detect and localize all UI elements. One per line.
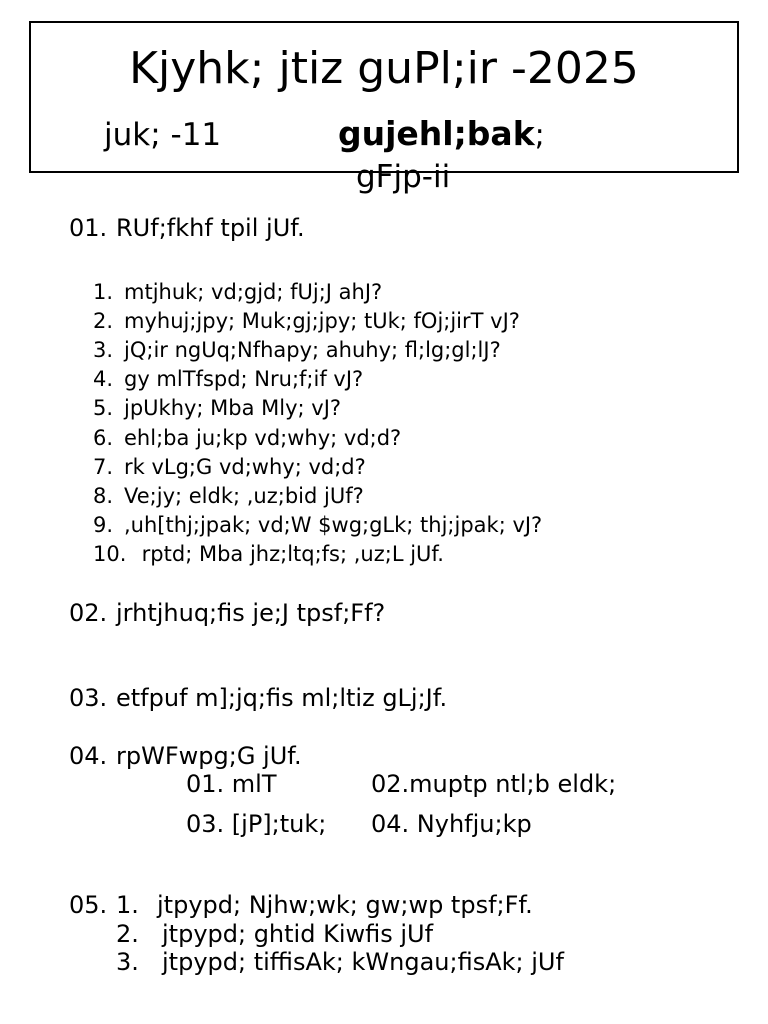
question-1 — [69, 213, 305, 243]
option-2: 02.muptp ntl;b eldk; — [371, 770, 617, 798]
item-text: ,uh[thj;jpak; vd;W $wg;gLk; thj;jpak; vJ? — [124, 513, 543, 537]
item-number: 1. — [116, 891, 139, 919]
question-number: 05. — [69, 891, 108, 919]
item-text: ehl;ba ju;kp vd;why; vd;d? — [124, 426, 402, 450]
item-number: 3. — [116, 948, 139, 976]
item-number: 5. — [93, 396, 114, 420]
item-number: 8. — [93, 484, 114, 508]
list-item — [93, 366, 363, 392]
question-number: 01. — [69, 214, 108, 242]
list-item — [116, 919, 433, 949]
list-item — [93, 279, 382, 305]
list-item — [93, 512, 542, 538]
item-number: 4. — [93, 367, 114, 391]
question-text: RUf;fkhf tpil jUf. — [116, 214, 305, 242]
item-text: mtjhuk; vd;gjd; fUj;J ahJ? — [124, 280, 383, 304]
option-3: 03. [jP];tuk; — [186, 810, 327, 838]
question-number: 04. — [69, 742, 108, 770]
item-text: rptd; Mba jhz;ltq;fs; ,uz;L jUf. — [135, 542, 444, 566]
list-item — [93, 454, 366, 480]
subject-name: gujehl;bak — [338, 114, 535, 153]
option-4: 04. Nyhfju;kp — [371, 810, 532, 838]
item-number: 3. — [93, 338, 114, 362]
question-5 — [69, 890, 533, 920]
term-label: gFjp-ii — [356, 159, 451, 195]
list-item — [93, 483, 364, 509]
item-number: 2. — [93, 309, 114, 333]
exam-title: Kjyhk; jtiz guPl;ir -2025 — [129, 43, 639, 94]
question-text: jrhtjhuq;fis je;J tpsf;Ff? — [116, 599, 386, 627]
item-number: 7. — [93, 455, 114, 479]
item-number: 9. — [93, 513, 114, 537]
question-2 — [69, 598, 385, 628]
subject-separator: ; — [534, 118, 545, 153]
grade-label: juk; -11 — [104, 117, 222, 153]
item-text: gy mlTfspd; Nru;f;if vJ? — [124, 367, 364, 391]
subject-label — [338, 114, 545, 156]
item-text: jtpypd; ghtid Kiwfis jUf — [162, 920, 434, 948]
item-text: jtpypd; tiffisAk; kWngau;fisAk; jUf — [162, 948, 564, 976]
question-4 — [69, 741, 302, 771]
item-text: jpUkhy; Mba Mly; vJ? — [124, 396, 342, 420]
list-item — [93, 425, 401, 451]
item-number: 1. — [93, 280, 114, 304]
question-number: 03. — [69, 684, 108, 712]
list-item — [116, 947, 564, 977]
item-text: jQ;ir ngUq;Nfhapy; ahuhy; fl;lg;gl;lJ? — [124, 338, 501, 362]
item-text: jtpypd; Njhw;wk; gw;wp tpsf;Ff. — [157, 891, 533, 919]
item-text: rk vLg;G vd;why; vd;d? — [124, 455, 366, 479]
question-text: rpWFwpg;G jUf. — [116, 742, 302, 770]
list-item — [93, 541, 444, 567]
list-item — [93, 308, 520, 334]
list-item — [93, 395, 341, 421]
item-number: 2. — [116, 920, 139, 948]
question-number: 02. — [69, 599, 108, 627]
item-text: myhuj;jpy; Muk;gj;jpy; tUk; fOj;jirT vJ? — [124, 309, 520, 333]
question-text: etfpuf m];jq;fis ml;ltiz gLj;Jf. — [116, 684, 448, 712]
list-item — [93, 337, 501, 363]
item-number: 10. — [93, 542, 127, 566]
item-number: 6. — [93, 426, 114, 450]
item-text: Ve;jy; eldk; ,uz;bid jUf? — [124, 484, 364, 508]
option-1: 01. mlT — [186, 770, 277, 798]
question-3 — [69, 683, 447, 713]
